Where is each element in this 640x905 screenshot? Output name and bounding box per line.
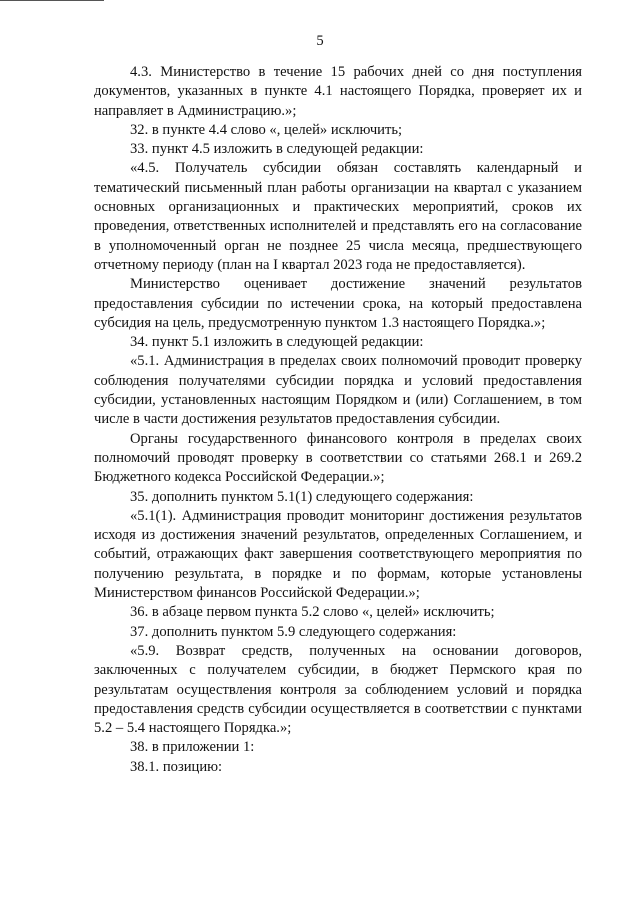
paragraph-ministry-evaluation: Министерство оценивает достижение значений результатов предоставления субсидии по истечении срока, на который предоставлена субсидия на цель, предусмотренную пунктом 1.3 настоящего Порядка.»; [94, 276, 582, 331]
paragraph-item-38: 38. в приложении 1: [130, 739, 255, 756]
paragraph-item-35: 35. дополнить пунктом 5.1(1) следующего содержания: [130, 488, 474, 505]
paragraph-item-38-1: 38.1. позицию: [130, 758, 223, 775]
paragraph-item-36: 36. в абзаце первом пункта 5.2 слово «, целей» исключить; [130, 604, 495, 621]
page-top-edge-line [0, 0, 104, 1]
paragraph-financial-control: Органы государственного финансового контроля в пределах своих полномочий проводят проверку в соответствии со статьями 268.1 и 269.2 Бюджетного кодекса Российской Федерации.»; [94, 430, 582, 486]
document-body [94, 63, 582, 777]
paragraph-4-3: 4.3. Министерство в течение 15 рабочих дней со дня поступления документов, указанных в пункте 4.1 настоящего Порядка, проверяет их и направляет в Администрацию.»; [94, 64, 582, 119]
page-number: 5 [316, 33, 324, 49]
paragraph-item-37: 37. дополнить пунктом 5.9 следующего содержания: [130, 623, 457, 640]
paragraph-item-33: 33. пункт 4.5 изложить в следующей редакции: [130, 141, 424, 158]
paragraph-4-5: «4.5. Получатель субсидии обязан составлять календарный и тематический письменный план работы организации на квартал с указанием основных организационных и практических мероприятий, сроков их проведения, ответственных исполнителей и представлять его на согласование в уполномоченный орган не позднее 25 числа месяца, предшествующего отчетному периоду (план на I квартал 2023 года не предоставляется). [94, 160, 582, 273]
paragraph-5-1-1: «5.1(1). Администрация проводит мониторинг достижения результатов исходя из достижения значений результатов, определенных Соглашением, и событий, отражающих факт завершения соответствующего мероприятия по получению результата, в порядке и по формам, которые установлены Министерством финансов Российской Федерации.»; [94, 507, 582, 602]
paragraph-item-34: 34. пункт 5.1 изложить в следующей редакции: [130, 334, 424, 351]
paragraph-item-32: 32. в пункте 4.4 слово «, целей» исключить; [130, 121, 403, 138]
paragraph-5-9: «5.9. Возврат средств, полученных на основании договоров, заключенных с получателем субсидии, в бюджет Пермского края по результатам осуществления контроля за соблюдением условий и порядка предоставления средств субсидии осуществляется в соответствии с пунктами 5.2 – 5.4 настоящего Порядка.»; [94, 642, 582, 737]
paragraph-5-1: «5.1. Администрация в пределах своих полномочий проводит проверку соблюдения получателями субсидии порядка и условий предоставления субсидии, установленных настоящим Порядком и (или) Соглашением, в том числе в части достижения результатов предоставления субсидии. [94, 353, 582, 428]
